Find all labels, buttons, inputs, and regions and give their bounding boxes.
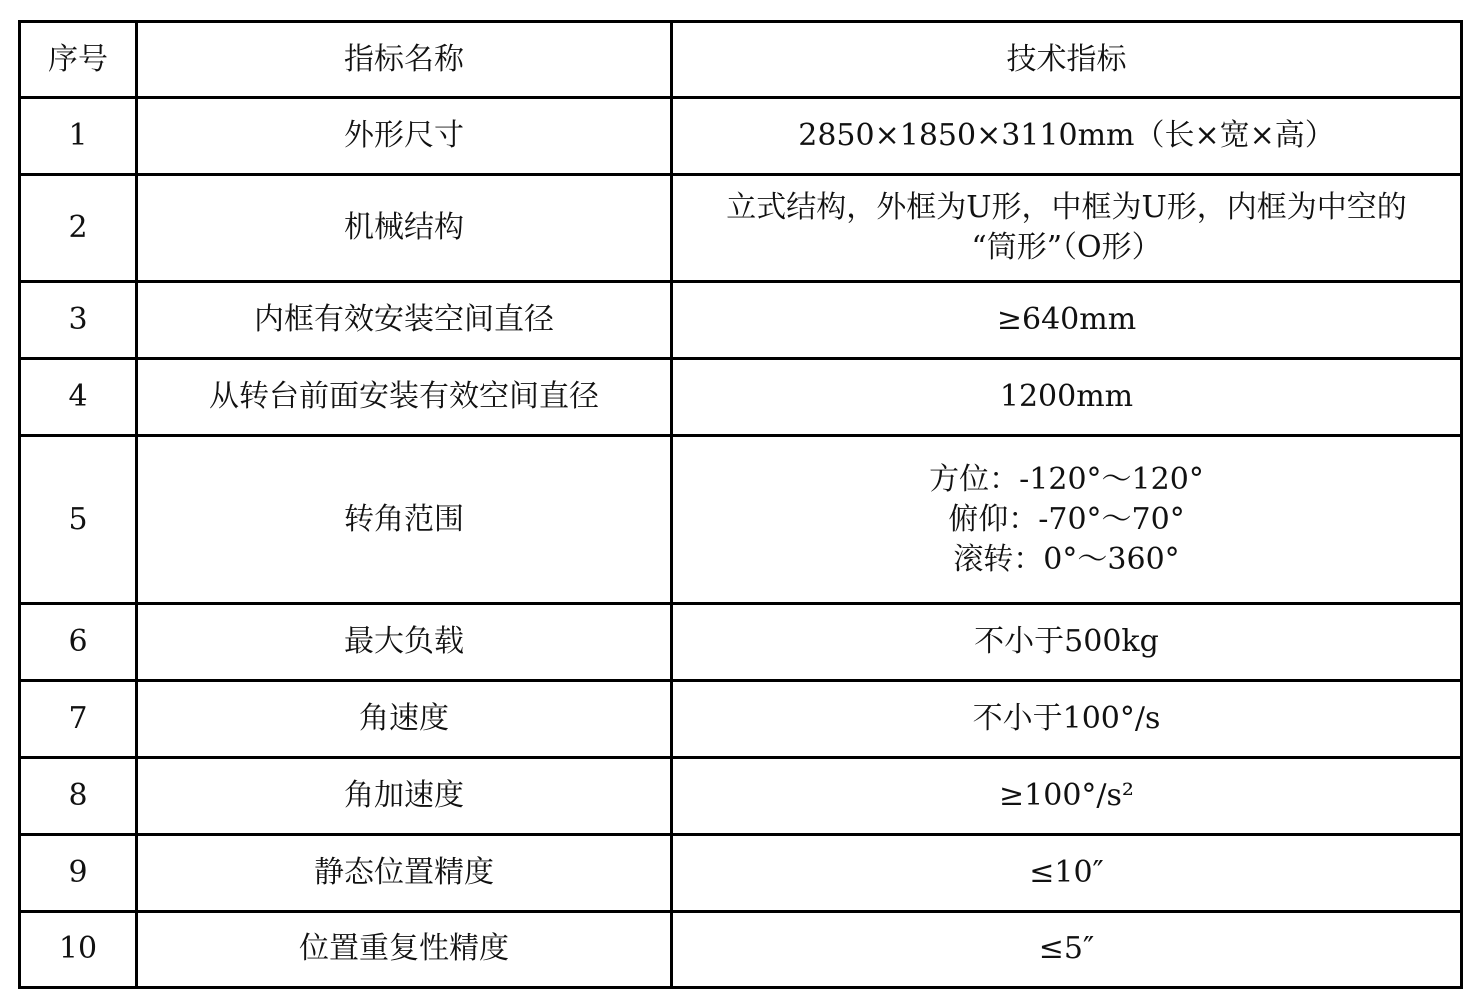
- header-value: 技术指标: [672, 22, 1462, 98]
- row-value-line: ≥640mm: [996, 301, 1137, 337]
- row-value: [672, 281, 1462, 358]
- row-index: 1: [20, 98, 137, 175]
- row-value: [672, 681, 1462, 757]
- table-header-row: [20, 22, 1462, 98]
- row-name: 机械结构: [137, 175, 672, 281]
- row-value-line: 立式结构，外框为U形，中框为U形，内框为中空的: [726, 189, 1407, 225]
- row-value-line: 1200mm: [999, 378, 1134, 414]
- row-index: 4: [20, 358, 137, 435]
- row-value: [672, 834, 1462, 911]
- row-name: 最大负载: [137, 604, 672, 681]
- row-name: 角加速度: [137, 757, 672, 834]
- row-name: 外形尺寸: [137, 98, 672, 175]
- row-name: 内框有效安装空间直径: [137, 281, 672, 358]
- row-index: 5: [20, 435, 137, 603]
- row-value: [672, 604, 1462, 681]
- table-row: [20, 681, 1462, 757]
- table-row: [20, 757, 1462, 834]
- table-row: [20, 834, 1462, 911]
- row-index: 6: [20, 604, 137, 681]
- row-value: [672, 98, 1462, 175]
- row-index: 8: [20, 757, 137, 834]
- row-value: [672, 911, 1462, 987]
- row-value-line: 滚转：0°～360°: [953, 541, 1180, 577]
- row-name: 角速度: [137, 681, 672, 757]
- row-value-line: ≥100°/s²: [999, 777, 1134, 813]
- table-row: [20, 435, 1462, 603]
- row-value-line: ≤5″: [1038, 931, 1095, 967]
- row-index: 2: [20, 175, 137, 281]
- table-row: [20, 281, 1462, 358]
- row-value: [672, 435, 1462, 603]
- header-index: 序号: [20, 22, 137, 98]
- row-index: 3: [20, 281, 137, 358]
- row-index: 10: [20, 911, 137, 987]
- row-index: 9: [20, 834, 137, 911]
- row-value-line: 不小于500kg: [974, 624, 1159, 660]
- row-value: [672, 358, 1462, 435]
- row-value-line: 俯仰：-70°～70°: [948, 501, 1185, 537]
- table-row: [20, 911, 1462, 987]
- row-value: [672, 175, 1462, 281]
- row-value: [672, 757, 1462, 834]
- row-value-line: 不小于100°/s: [972, 700, 1161, 736]
- row-value-line: 2850×1850×3110mm（长×宽×高）: [798, 118, 1335, 154]
- row-value-line: “筒形”（O形）: [971, 229, 1162, 265]
- row-value-line: 方位：-120°～120°: [929, 461, 1204, 497]
- table-row: [20, 604, 1462, 681]
- header-name: 指标名称: [137, 22, 672, 98]
- table-row: [20, 358, 1462, 435]
- row-name: 静态位置精度: [137, 834, 672, 911]
- table-row: [20, 175, 1462, 281]
- row-name: 转角范围: [137, 435, 672, 603]
- row-name: 从转台前面安装有效空间直径: [137, 358, 672, 435]
- table-row: [20, 98, 1462, 175]
- spec-table: [18, 20, 1463, 989]
- row-value-line: ≤10″: [1029, 854, 1104, 890]
- row-name: 位置重复性精度: [137, 911, 672, 987]
- row-index: 7: [20, 681, 137, 757]
